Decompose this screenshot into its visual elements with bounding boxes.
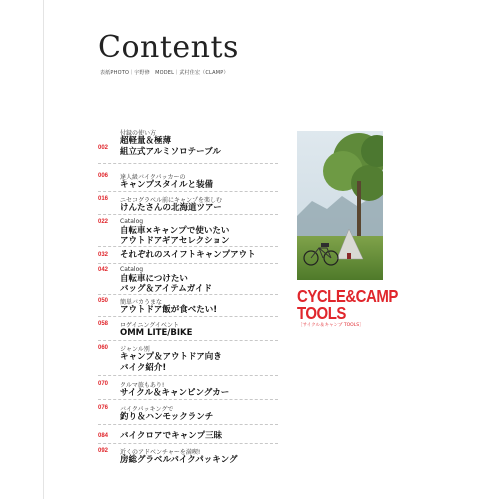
- toc-entry-page: 016: [98, 196, 109, 202]
- toc-divider: [98, 316, 278, 317]
- toc-entry-page: 002: [98, 145, 109, 151]
- toc-entry-page: 042: [98, 267, 109, 273]
- toc-divider: [98, 340, 278, 341]
- toc-entry-title: 自転車につけたい: [120, 274, 188, 284]
- toc-divider: [98, 443, 278, 444]
- cover-photo[interactable]: [297, 131, 383, 280]
- toc-entry-title: キャンプ＆アウトドア向き: [120, 352, 222, 362]
- toc-entry-title: 自転車×キャンプで使いたい: [120, 226, 230, 236]
- cover-photo-image: [297, 131, 383, 280]
- toc-entry-title: 房総グラベルバイクパッキング: [120, 455, 238, 465]
- cover-title-line: TOOLS: [297, 304, 346, 324]
- cover-logo: [297, 288, 397, 323]
- toc-divider: [98, 294, 278, 295]
- toc-entry-subtitle: 達人級バイクパッカーの: [120, 174, 186, 181]
- toc-entry-page: 022: [98, 219, 109, 225]
- toc-entry-title: アウトドア飯が食べたい!: [120, 305, 218, 315]
- toc-entry-page: 060: [98, 345, 109, 351]
- toc-entry-title: 超軽量＆極薄: [120, 136, 172, 146]
- toc-entry-title: けんたさんの北海道ツアー: [120, 203, 222, 213]
- toc-entry-title: それぞれのスイフトキャンプアウト: [120, 250, 256, 260]
- toc-entry-page: 058: [98, 321, 109, 327]
- toc-entry-subtitle: Catalog: [120, 266, 144, 273]
- toc-divider: [98, 163, 278, 164]
- toc-entry-page: 050: [98, 298, 109, 304]
- toc-entry-title: キャンプスタイルと装備: [120, 180, 213, 190]
- toc-entry-subtitle: ロゲイニングイベント: [120, 322, 179, 329]
- toc-entry-page: 070: [98, 381, 109, 387]
- toc-entry-title: バイク紹介!: [120, 363, 167, 373]
- page-title: Contents: [98, 30, 239, 65]
- toc-entry-title: 組立式アルミソロテーブル: [120, 147, 221, 157]
- toc-entry-subtitle: 付録の使い方: [120, 130, 157, 137]
- toc-divider: [98, 214, 278, 215]
- toc-divider: [98, 424, 278, 425]
- toc-entry-subtitle: 簡単バカうまな: [120, 299, 163, 306]
- toc-entry-title: バイクロアでキャンプ三昧: [120, 431, 223, 441]
- toc-divider: [98, 246, 278, 247]
- toc-entry-page: 084: [98, 433, 109, 439]
- toc-entry-title: OMM LITE/BIKE: [120, 328, 193, 338]
- cover-title-line: CYCLE&CAMP: [297, 286, 398, 307]
- toc-entry-title: バッグ＆アイテムガイド: [120, 284, 213, 294]
- toc-divider: [98, 399, 278, 400]
- toc-divider: [98, 263, 278, 264]
- toc-entry-title: アウトドアギアセレクション: [120, 236, 230, 246]
- cover-subtitle: ［サイクル＆キャンプ TOOLS］: [298, 323, 364, 328]
- toc-entry-title: サイクル＆キャンピングカー: [120, 388, 230, 398]
- toc-entry-subtitle: バイクパッキングで: [120, 406, 174, 413]
- toc-divider: [98, 191, 278, 192]
- toc-entry-subtitle: ジャンル別: [120, 346, 150, 353]
- toc-entry-page: 032: [98, 252, 109, 258]
- toc-entry-page: 006: [98, 173, 109, 179]
- toc-entry-title: 釣り＆ハンモックランチ: [120, 412, 214, 422]
- toc-entry-page: 076: [98, 405, 109, 411]
- toc-entry-subtitle: Catalog: [120, 218, 144, 225]
- cover-credit: 表紙PHOTO｜宇野修 MODEL｜武村佳宏（CLAMP）: [100, 70, 229, 76]
- toc-entry-page: 092: [98, 448, 109, 454]
- toc-entry-subtitle: 近くのアドベンチャーを満喫!: [120, 449, 201, 456]
- toc-divider: [98, 375, 278, 376]
- toc-entry-subtitle: ニセコグラベル前にキャンプを楽しむ: [120, 197, 223, 204]
- toc-entry-subtitle: クルマ旅もあり!: [120, 382, 165, 389]
